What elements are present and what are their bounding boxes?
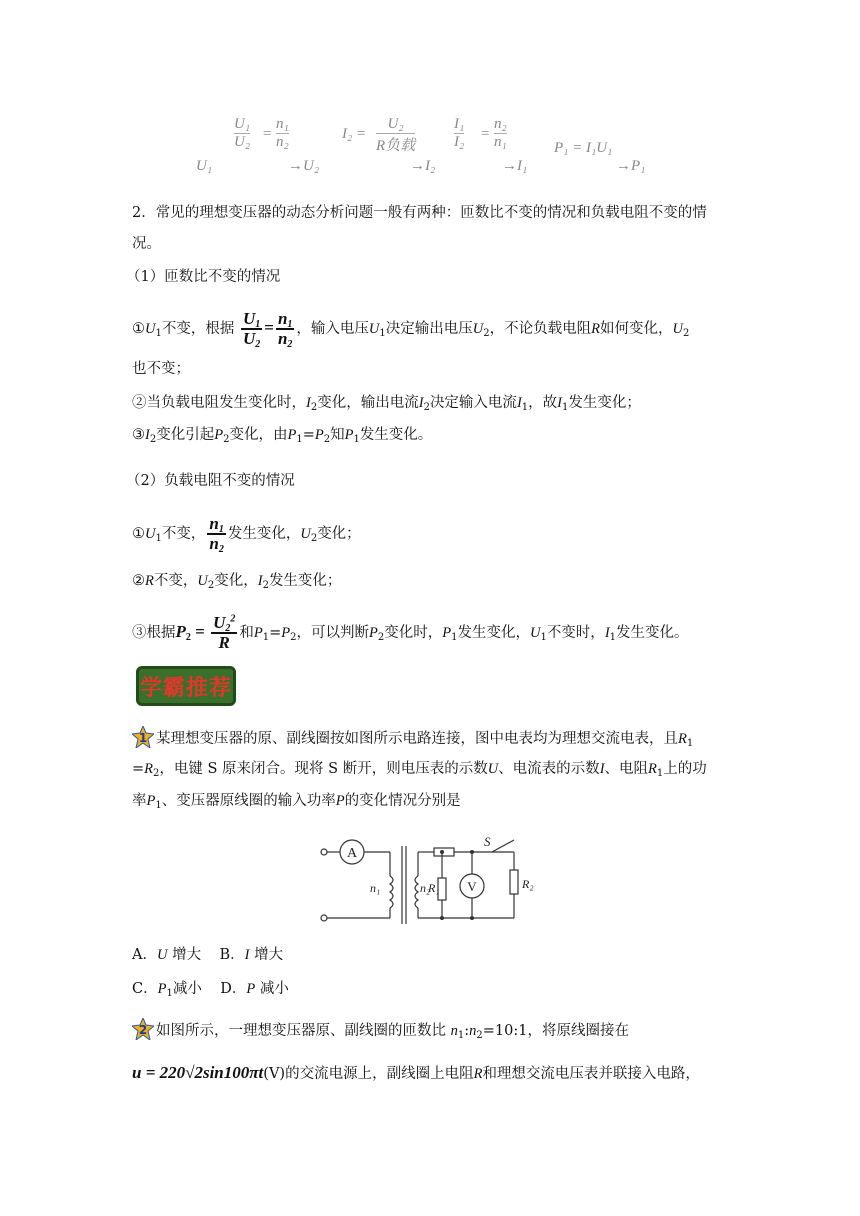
section-1-title: （1）匝数比不变的情况	[126, 269, 281, 285]
r2-label: R₂	[522, 877, 534, 891]
section-2-item-2: ②R不变，$U_2$变化，$I_2$发生变化；	[132, 573, 342, 591]
r1-label: R₁	[428, 881, 440, 895]
formula-ratio-i: I₁ I₂	[454, 116, 465, 150]
section-2-title: （2）负载电阻不变的情况	[126, 473, 295, 489]
n1-label: n₁	[370, 881, 381, 895]
formula-left-u1: U₁	[196, 158, 213, 174]
section-2-item-3: ③根据$P_2$ = $\frac{U_2^2}{R}$ 和$P_1=P_2$，可以判断$P_2$变化时，$P_1$发生变化，$U_1$不变时，$I_1$发生变化。	[132, 613, 689, 652]
question-2-icon	[132, 1018, 154, 1040]
formula-i2-frac: U₂ R负载	[376, 116, 416, 154]
fraction-n1-n2-b: $\frac{n_1}{n_2}$	[209, 514, 224, 555]
switch-label: S	[484, 836, 491, 849]
option-d[interactable]: D．P 减小	[220, 981, 289, 997]
section-1-item-3: $③I_2$变化引起$P_2$变化，由$P_1=P_2$知$P_1$发生变化。	[132, 427, 433, 445]
arrow-p1: →P₁	[616, 158, 646, 174]
formula-ratio-n: n₁ n₂	[276, 116, 289, 150]
question-1-line-3: 率$P_1$、变压器原线圈的输入功率P的变化情况分别是	[132, 793, 461, 811]
options-row-1	[132, 944, 732, 966]
paragraph-2-cont: 况。	[132, 236, 161, 252]
arrow-i2: →I₂	[410, 158, 436, 174]
option-a[interactable]: A．U 增大	[132, 947, 202, 963]
section-1-item-1: $①U_1$不变，根据 $\frac{U_1}{U_2}$ = $\frac{n_1}{n_2}$ ，输入电压$U_1$决定输出电压$U_2$，不论负载电阻R如何变化，$U_2$	[132, 309, 690, 350]
svg-text:2: 2	[138, 1023, 148, 1037]
formula-ratio-u: U₁ U₂	[234, 116, 251, 150]
option-b[interactable]: B．I 增大	[219, 947, 284, 963]
top-formula-row: U₁ U₁ U₂ = n₁ n₂ →U₂ I₂ = U₂ R负载 →I₂ I₁ I₂ = n₂ n₁ →I₁ P₁ = I₁U₁ →P₁	[196, 116, 646, 174]
ammeter-label: A	[346, 846, 358, 861]
paragraph-2: 2．常见的理想变压器的动态分析问题一般有两种：匝数比不变的情况和负载电阻不变的情	[132, 205, 707, 221]
fraction-n1-n2: $\frac{n_1}{n_2}$	[277, 309, 293, 350]
arrow-i1: →I₁	[502, 158, 528, 174]
section-2-item-1: $①U_1$不变， $\frac{n_1}{n_2}$ 发生变化，$U_2$变化；	[132, 514, 361, 555]
recommend-badge: 学霸推荐	[136, 666, 236, 706]
section-1-item-1-cont: 也不变；	[132, 361, 190, 377]
options-row-2	[132, 978, 732, 1000]
formula-p1: P₁ = I₁U₁	[554, 140, 613, 156]
transformer-circuit-diagram	[318, 836, 548, 930]
question-2-line-1: 2 如图所示，一理想变压器原、副线圈的匝数比 $n_1:n_2=10:1$，将原线圈接在	[132, 1018, 732, 1042]
question-2-line-2: u = 220√2sin100πt(V)的交流电源上，副线圈上电阻R和理想交流电压表并联接入电路，	[132, 1063, 700, 1082]
svg-text:1: 1	[138, 731, 148, 745]
formula-i2-lhs: I₂ =	[342, 126, 367, 142]
formula-ratio-n2: n₂ n₁	[494, 116, 507, 150]
fraction-u2sq-r: $\frac{U_2^2}{R}$	[213, 613, 236, 652]
question-1-icon	[132, 726, 154, 748]
voltage-formula: u = 220√2sin100πt	[132, 1063, 264, 1082]
question-1-line-1: 1 某理想变压器的原、副线圈按如图所示电路连接，图中电表均为理想交流电表，且$R_1$	[132, 726, 732, 750]
voltmeter-label: V	[467, 879, 477, 894]
arrow-u2: →U₂	[288, 158, 320, 174]
n2-label: n₂	[420, 881, 431, 895]
fraction-u1-u2: $\frac{U_1}{U_2}$	[242, 309, 261, 350]
question-1-line-2: $=R_2$，电键 S 原来闭合。现将 S 断开，则电压表的示数U、电流表的示数I、电阻$R_1$上的功	[132, 761, 707, 779]
option-c[interactable]: C．$P_1$减小	[132, 981, 202, 999]
section-1-item-2: ②当负载电阻发生变化时，$I_2$变化，输出电流$I_2$决定输入电流$I_1$，故$I_1$发生变化；	[132, 395, 641, 413]
